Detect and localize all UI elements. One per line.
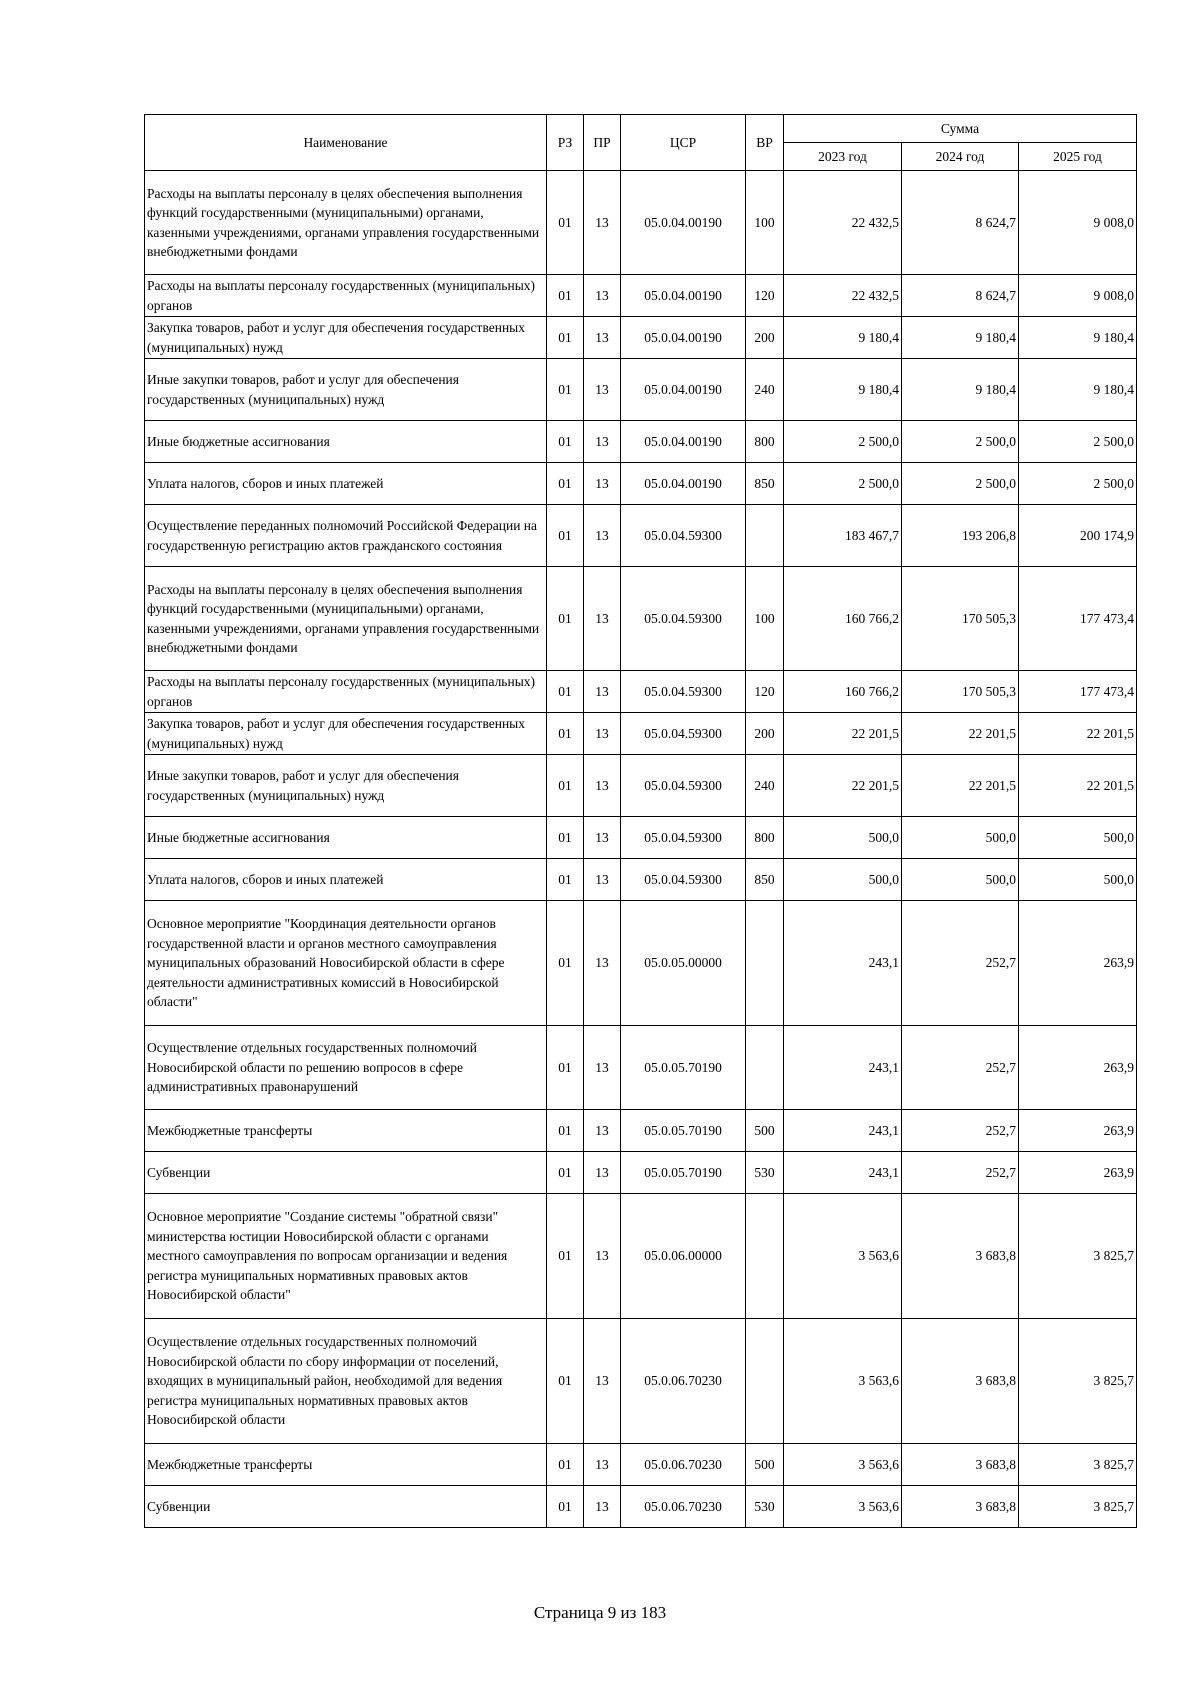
row-rz: 01 bbox=[547, 1152, 584, 1194]
row-sum-2025: 9 008,0 bbox=[1019, 275, 1137, 317]
row-vr: 120 bbox=[746, 275, 784, 317]
table-row bbox=[145, 1194, 1137, 1319]
row-sum-2023: 243,1 bbox=[784, 901, 902, 1026]
row-vr bbox=[746, 1026, 784, 1110]
row-pr: 13 bbox=[584, 275, 621, 317]
row-sum-2024: 252,7 bbox=[902, 1026, 1019, 1110]
row-sum-2025: 177 473,4 bbox=[1019, 567, 1137, 671]
row-name: Субвенции bbox=[145, 1486, 547, 1528]
row-name: Межбюджетные трансферты bbox=[145, 1444, 547, 1486]
row-sum-2025: 9 180,4 bbox=[1019, 359, 1137, 421]
row-sum-2023: 22 201,5 bbox=[784, 713, 902, 755]
row-sum-2025: 2 500,0 bbox=[1019, 421, 1137, 463]
row-vr: 240 bbox=[746, 359, 784, 421]
row-csr: 05.0.05.70190 bbox=[621, 1026, 746, 1110]
row-vr: 850 bbox=[746, 463, 784, 505]
row-sum-2024: 2 500,0 bbox=[902, 421, 1019, 463]
row-csr: 05.0.06.00000 bbox=[621, 1194, 746, 1319]
row-rz: 01 bbox=[547, 1026, 584, 1110]
header-pr: ПР bbox=[584, 115, 621, 171]
row-sum-2025: 263,9 bbox=[1019, 1110, 1137, 1152]
row-sum-2024: 3 683,8 bbox=[902, 1444, 1019, 1486]
row-vr: 200 bbox=[746, 317, 784, 359]
row-pr: 13 bbox=[584, 755, 621, 817]
table-body bbox=[145, 171, 1137, 1528]
row-sum-2025: 3 825,7 bbox=[1019, 1194, 1137, 1319]
row-csr: 05.0.04.59300 bbox=[621, 755, 746, 817]
row-sum-2025: 500,0 bbox=[1019, 817, 1137, 859]
table-row bbox=[145, 1444, 1137, 1486]
table-row bbox=[145, 359, 1137, 421]
row-pr: 13 bbox=[584, 817, 621, 859]
row-sum-2025: 3 825,7 bbox=[1019, 1486, 1137, 1528]
row-sum-2023: 3 563,6 bbox=[784, 1486, 902, 1528]
row-name: Иные закупки товаров, работ и услуг для обеспечения государственных (муниципальных) нужд bbox=[145, 755, 547, 817]
row-sum-2024: 252,7 bbox=[902, 1152, 1019, 1194]
row-sum-2024: 22 201,5 bbox=[902, 713, 1019, 755]
table-row bbox=[145, 859, 1137, 901]
row-sum-2023: 2 500,0 bbox=[784, 463, 902, 505]
header-year-2025: 2025 год bbox=[1019, 143, 1137, 171]
row-vr bbox=[746, 1194, 784, 1319]
row-name: Расходы на выплаты персоналу государственных (муниципальных) органов bbox=[145, 671, 547, 713]
row-rz: 01 bbox=[547, 1444, 584, 1486]
row-vr bbox=[746, 505, 784, 567]
row-sum-2024: 170 505,3 bbox=[902, 671, 1019, 713]
row-sum-2024: 3 683,8 bbox=[902, 1194, 1019, 1319]
row-rz: 01 bbox=[547, 1319, 584, 1444]
row-pr: 13 bbox=[584, 671, 621, 713]
row-pr: 13 bbox=[584, 1152, 621, 1194]
header-vr: ВР bbox=[746, 115, 784, 171]
row-vr: 530 bbox=[746, 1486, 784, 1528]
row-name: Основное мероприятие "Создание системы "обратной связи" министерства юстиции Новосибирской области с органами местного самоуправления по вопросам организации и ведения регистра муниципальных нормативных правовых актов Новосибирской области" bbox=[145, 1194, 547, 1319]
table-row bbox=[145, 1026, 1137, 1110]
row-sum-2024: 500,0 bbox=[902, 817, 1019, 859]
row-vr: 500 bbox=[746, 1110, 784, 1152]
row-vr: 530 bbox=[746, 1152, 784, 1194]
row-csr: 05.0.06.70230 bbox=[621, 1486, 746, 1528]
row-sum-2025: 263,9 bbox=[1019, 901, 1137, 1026]
row-pr: 13 bbox=[584, 1110, 621, 1152]
row-rz: 01 bbox=[547, 817, 584, 859]
row-rz: 01 bbox=[547, 901, 584, 1026]
row-sum-2025: 263,9 bbox=[1019, 1026, 1137, 1110]
row-csr: 05.0.05.70190 bbox=[621, 1152, 746, 1194]
table-row bbox=[145, 1110, 1137, 1152]
row-sum-2024: 9 180,4 bbox=[902, 359, 1019, 421]
row-name: Субвенции bbox=[145, 1152, 547, 1194]
row-vr: 850 bbox=[746, 859, 784, 901]
row-pr: 13 bbox=[584, 171, 621, 275]
table-row bbox=[145, 275, 1137, 317]
row-sum-2023: 2 500,0 bbox=[784, 421, 902, 463]
row-name: Уплата налогов, сборов и иных платежей bbox=[145, 859, 547, 901]
row-sum-2025: 3 825,7 bbox=[1019, 1319, 1137, 1444]
row-rz: 01 bbox=[547, 1110, 584, 1152]
row-pr: 13 bbox=[584, 317, 621, 359]
header-name: Наименование bbox=[145, 115, 547, 171]
row-sum-2024: 3 683,8 bbox=[902, 1319, 1019, 1444]
row-sum-2023: 9 180,4 bbox=[784, 359, 902, 421]
row-pr: 13 bbox=[584, 1486, 621, 1528]
row-sum-2023: 183 467,7 bbox=[784, 505, 902, 567]
row-name: Расходы на выплаты персоналу в целях обеспечения выполнения функций государственными (муниципальными) органами, казенными учреждениями, органами управления государственными внебюджетными фондами bbox=[145, 171, 547, 275]
table-row bbox=[145, 171, 1137, 275]
header-sum: Сумма bbox=[784, 115, 1137, 143]
row-csr: 05.0.04.00190 bbox=[621, 171, 746, 275]
row-sum-2024: 3 683,8 bbox=[902, 1486, 1019, 1528]
row-name: Расходы на выплаты персоналу в целях обеспечения выполнения функций государственными (муниципальными) органами, казенными учреждениями, органами управления государственными внебюджетными фондами bbox=[145, 567, 547, 671]
row-sum-2023: 243,1 bbox=[784, 1110, 902, 1152]
row-pr: 13 bbox=[584, 1319, 621, 1444]
row-name: Основное мероприятие "Координация деятельности органов государственной власти и органов местного самоуправления муниципальных образований Новосибирской области в сфере деятельности административных комиссий в Новосибирской области" bbox=[145, 901, 547, 1026]
row-csr: 05.0.04.59300 bbox=[621, 671, 746, 713]
header-year-2024: 2024 год bbox=[902, 143, 1019, 171]
row-name: Уплата налогов, сборов и иных платежей bbox=[145, 463, 547, 505]
row-csr: 05.0.04.59300 bbox=[621, 817, 746, 859]
row-pr: 13 bbox=[584, 505, 621, 567]
row-name: Осуществление отдельных государственных полномочий Новосибирской области по сбору информации от поселений, входящих в муниципальный район, необходимой для ведения регистра муниципальных нормативных правовых актов Новосибирской области bbox=[145, 1319, 547, 1444]
row-csr: 05.0.04.59300 bbox=[621, 859, 746, 901]
row-pr: 13 bbox=[584, 359, 621, 421]
row-rz: 01 bbox=[547, 359, 584, 421]
row-sum-2023: 500,0 bbox=[784, 817, 902, 859]
row-sum-2024: 170 505,3 bbox=[902, 567, 1019, 671]
row-sum-2025: 9 180,4 bbox=[1019, 317, 1137, 359]
table-row bbox=[145, 567, 1137, 671]
row-vr: 800 bbox=[746, 817, 784, 859]
row-sum-2025: 177 473,4 bbox=[1019, 671, 1137, 713]
row-name: Межбюджетные трансферты bbox=[145, 1110, 547, 1152]
row-sum-2025: 22 201,5 bbox=[1019, 755, 1137, 817]
row-rz: 01 bbox=[547, 505, 584, 567]
row-vr: 500 bbox=[746, 1444, 784, 1486]
row-vr bbox=[746, 1319, 784, 1444]
row-csr: 05.0.06.70230 bbox=[621, 1319, 746, 1444]
row-csr: 05.0.04.59300 bbox=[621, 713, 746, 755]
row-pr: 13 bbox=[584, 901, 621, 1026]
row-pr: 13 bbox=[584, 463, 621, 505]
row-vr: 800 bbox=[746, 421, 784, 463]
row-sum-2024: 500,0 bbox=[902, 859, 1019, 901]
row-sum-2025: 2 500,0 bbox=[1019, 463, 1137, 505]
table-row bbox=[145, 463, 1137, 505]
budget-table bbox=[144, 114, 1137, 1528]
row-pr: 13 bbox=[584, 421, 621, 463]
row-sum-2023: 3 563,6 bbox=[784, 1194, 902, 1319]
row-name: Закупка товаров, работ и услуг для обеспечения государственных (муниципальных) нужд bbox=[145, 713, 547, 755]
table-row bbox=[145, 817, 1137, 859]
row-vr bbox=[746, 901, 784, 1026]
table-row bbox=[145, 1486, 1137, 1528]
row-sum-2025: 9 008,0 bbox=[1019, 171, 1137, 275]
header-rz: РЗ bbox=[547, 115, 584, 171]
row-pr: 13 bbox=[584, 1026, 621, 1110]
header-year-2023: 2023 год bbox=[784, 143, 902, 171]
row-rz: 01 bbox=[547, 1194, 584, 1319]
row-name: Иные бюджетные ассигнования bbox=[145, 817, 547, 859]
row-sum-2025: 263,9 bbox=[1019, 1152, 1137, 1194]
row-csr: 05.0.04.00190 bbox=[621, 275, 746, 317]
row-pr: 13 bbox=[584, 1194, 621, 1319]
row-sum-2025: 22 201,5 bbox=[1019, 713, 1137, 755]
row-sum-2024: 193 206,8 bbox=[902, 505, 1019, 567]
row-sum-2025: 200 174,9 bbox=[1019, 505, 1137, 567]
row-csr: 05.0.04.00190 bbox=[621, 463, 746, 505]
row-rz: 01 bbox=[547, 317, 584, 359]
row-csr: 05.0.05.00000 bbox=[621, 901, 746, 1026]
row-pr: 13 bbox=[584, 859, 621, 901]
row-sum-2023: 22 432,5 bbox=[784, 275, 902, 317]
table-row bbox=[145, 317, 1137, 359]
row-sum-2024: 252,7 bbox=[902, 1110, 1019, 1152]
row-sum-2023: 22 201,5 bbox=[784, 755, 902, 817]
row-pr: 13 bbox=[584, 567, 621, 671]
row-vr: 120 bbox=[746, 671, 784, 713]
row-csr: 05.0.06.70230 bbox=[621, 1444, 746, 1486]
row-rz: 01 bbox=[547, 171, 584, 275]
row-name: Осуществление переданных полномочий Российской Федерации на государственную регистрацию актов гражданского состояния bbox=[145, 505, 547, 567]
row-sum-2023: 3 563,6 bbox=[784, 1444, 902, 1486]
row-vr: 200 bbox=[746, 713, 784, 755]
row-sum-2025: 3 825,7 bbox=[1019, 1444, 1137, 1486]
row-name: Иные закупки товаров, работ и услуг для обеспечения государственных (муниципальных) нужд bbox=[145, 359, 547, 421]
table-row bbox=[145, 1319, 1137, 1444]
row-rz: 01 bbox=[547, 463, 584, 505]
row-csr: 05.0.05.70190 bbox=[621, 1110, 746, 1152]
row-pr: 13 bbox=[584, 1444, 621, 1486]
row-csr: 05.0.04.00190 bbox=[621, 359, 746, 421]
row-csr: 05.0.04.59300 bbox=[621, 505, 746, 567]
row-vr: 240 bbox=[746, 755, 784, 817]
table-row bbox=[145, 755, 1137, 817]
row-sum-2024: 22 201,5 bbox=[902, 755, 1019, 817]
table-row bbox=[145, 901, 1137, 1026]
row-sum-2025: 500,0 bbox=[1019, 859, 1137, 901]
row-vr: 100 bbox=[746, 567, 784, 671]
header-csr: ЦСР bbox=[621, 115, 746, 171]
row-name: Закупка товаров, работ и услуг для обеспечения государственных (муниципальных) нужд bbox=[145, 317, 547, 359]
row-rz: 01 bbox=[547, 567, 584, 671]
row-rz: 01 bbox=[547, 421, 584, 463]
page-number: Страница 9 из 183 bbox=[533, 1603, 667, 1622]
row-rz: 01 bbox=[547, 755, 584, 817]
row-sum-2023: 3 563,6 bbox=[784, 1319, 902, 1444]
table-row bbox=[145, 713, 1137, 755]
row-name: Осуществление отдельных государственных полномочий Новосибирской области по решению вопросов в сфере административных правонарушений bbox=[145, 1026, 547, 1110]
row-sum-2023: 243,1 bbox=[784, 1152, 902, 1194]
table-row bbox=[145, 505, 1137, 567]
row-rz: 01 bbox=[547, 1486, 584, 1528]
row-rz: 01 bbox=[547, 671, 584, 713]
row-sum-2024: 2 500,0 bbox=[902, 463, 1019, 505]
row-rz: 01 bbox=[547, 275, 584, 317]
row-csr: 05.0.04.00190 bbox=[621, 421, 746, 463]
row-sum-2024: 8 624,7 bbox=[902, 275, 1019, 317]
row-sum-2024: 8 624,7 bbox=[902, 171, 1019, 275]
row-sum-2023: 22 432,5 bbox=[784, 171, 902, 275]
row-sum-2024: 9 180,4 bbox=[902, 317, 1019, 359]
row-csr: 05.0.04.59300 bbox=[621, 567, 746, 671]
row-rz: 01 bbox=[547, 859, 584, 901]
row-pr: 13 bbox=[584, 713, 621, 755]
row-sum-2023: 9 180,4 bbox=[784, 317, 902, 359]
table-row bbox=[145, 671, 1137, 713]
row-sum-2024: 252,7 bbox=[902, 901, 1019, 1026]
row-rz: 01 bbox=[547, 713, 584, 755]
row-csr: 05.0.04.00190 bbox=[621, 317, 746, 359]
row-sum-2023: 500,0 bbox=[784, 859, 902, 901]
row-sum-2023: 160 766,2 bbox=[784, 671, 902, 713]
row-sum-2023: 160 766,2 bbox=[784, 567, 902, 671]
row-name: Иные бюджетные ассигнования bbox=[145, 421, 547, 463]
row-sum-2023: 243,1 bbox=[784, 1026, 902, 1110]
table-row bbox=[145, 421, 1137, 463]
row-name: Расходы на выплаты персоналу государственных (муниципальных) органов bbox=[145, 275, 547, 317]
row-vr: 100 bbox=[746, 171, 784, 275]
table-row bbox=[145, 1152, 1137, 1194]
